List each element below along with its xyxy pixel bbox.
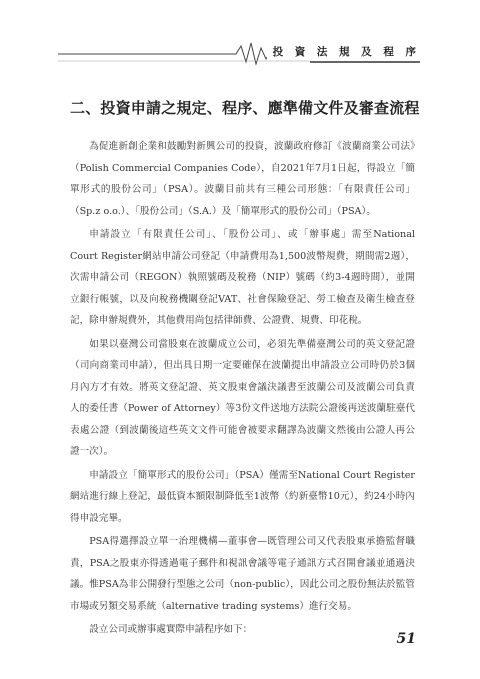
page-number: 51 xyxy=(396,631,416,647)
paragraph: 如果以臺灣公司當股東在波蘭成立公司，必須先準備臺灣公司的英文登記證（司向商業司申請），但出具日期一定要確保在波蘭提出申請設立公司時仍於3個月內方才有效。將英文登記證、英文股東會議決議書至波蘭公司及波蘭公司負責人的委任書（Power of Attorney）等3份文件送地方法院公證後再送波蘭駐臺代表處公證（到波蘭後這些英文文件可能會被要求翻譯為波蘭文然後由公證人再公證一次）。 xyxy=(70,338,415,457)
body-text xyxy=(70,136,415,641)
paragraph: 為促進新創企業和鼓勵對新興公司的投資，波蘭政府修訂《波蘭商業公司法》（Polish Commercial Companies Code），自2021年7月1日起，得設立「簡單形式的股份公司」（PSA）。波蘭目前共有三種公司形態：「有限責任公司」（Sp.z o.o.）、「股份公司」（S.A.）及「簡單形式的股份公司」（PSA）。 xyxy=(70,141,415,217)
section-title: 二、投資申請之規定、程序、應準備文件及審查流程 xyxy=(70,99,420,117)
paragraph: 申請設立「有限責任公司」、「股份公司」、或「辦事處」需至National Court Register網站申請公司登記（申請費用為1,500波幣規費，期間需2週），次需申請公司（REGON）執照號碼及稅務（NIP）號碼（約3-4週時間），並開立銀行帳號，以及向稅務機關登記VAT、社會保險登記、勞工檢查及衛生檢查登記，除申辦規費外，其他費用尚包括律師費、公證費、規費、印花稅。 xyxy=(70,229,415,326)
paragraph: PSA得選擇設立單一治理機構—董事會—既管理公司又代表股東承擔監督職責，PSA之股東亦得透過電子郵件和視訊會議等電子通訊方式召開會議並通過決議。惟PSA為非公開發行型態之公司（non-public），因此公司之股份無法於監管市場或另類交易系統（alternative trading systems）進行交易。 xyxy=(70,536,415,612)
running-header xyxy=(58,40,420,66)
paragraph: 申請設立「簡單形式的股份公司」（PSA）僅需至National Court Register 網站進行線上登記，最低資本額限制降低至1波幣（約新臺幣10元），約24小時內得申設完畢。 xyxy=(70,469,415,524)
header-title: 投 資 法 規 及 程 序 xyxy=(267,44,420,59)
paragraph: 設立公司或辦事處實際申請程序如下： xyxy=(89,624,253,635)
